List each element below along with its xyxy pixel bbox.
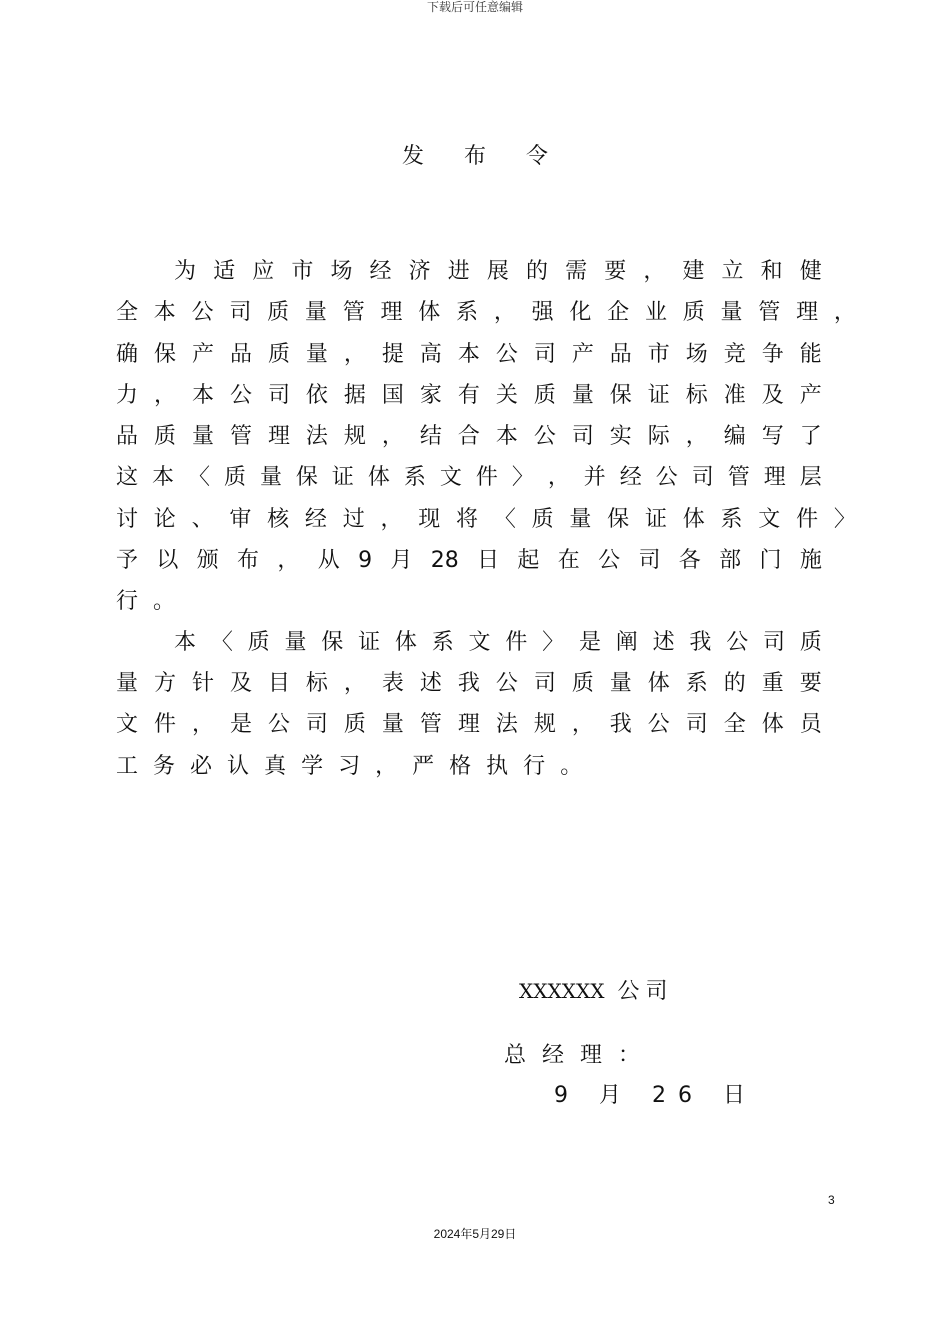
signature-date: 9 月 26 日 <box>554 1083 757 1108</box>
paragraph1-line-3: 确 保 产 品 质 量 ， 提 高 本 公 司 产 品 市 场 竞 争 能 <box>116 342 822 367</box>
paragraph1-line-6: 这 本 〈 质 量 保 证 体 系 文 件 〉 ， 并 经 公 司 管 理 层 <box>116 465 822 490</box>
paragraph2-line-4: 工 务 必 认 真 学 习 ， 严 格 执 行 。 <box>116 754 583 779</box>
company-suffix: 公司 <box>617 979 674 1004</box>
footer-date: 2024年5月29日 <box>433 1227 517 1241</box>
paragraph1-line-2: 全 本 公 司 质 量 管 理 体 系 ， 强 化 企 业 质 量 管 理 ， <box>116 300 856 325</box>
paragraph1-line-8: 予 以 颁 布 ， 从 9 月 28 日 起 在 公 司 各 部 门 施 <box>116 548 822 573</box>
paragraph2-line-1: 本 〈 质 量 保 证 体 系 文 件 〉 是 阐 述 我 公 司 质 <box>174 630 822 655</box>
signature-company <box>519 976 673 1007</box>
page-number: 3 <box>828 1193 835 1207</box>
paragraph1-line-9: 行 。 <box>116 589 176 614</box>
document-title: 发布令 <box>401 144 588 169</box>
paragraph1-line-1: 为 适 应 市 场 经 济 进 展 的 需 要 ， 建 立 和 健 <box>174 259 822 284</box>
paragraph2-line-3: 文 件 ， 是 公 司 质 量 管 理 法 规 ， 我 公 司 全 体 员 <box>116 712 822 737</box>
paragraph1-line-5: 品 质 量 管 理 法 规 ， 结 合 本 公 司 实 际 ， 编 写 了 <box>116 424 822 449</box>
paragraph1-line-7: 讨 论 、 审 核 经 过 ， 现 将 〈 质 量 保 证 体 系 文 件 〉 <box>116 507 856 532</box>
paragraph2-line-2: 量 方 针 及 目 标 ， 表 述 我 公 司 质 量 体 系 的 重 要 <box>116 671 822 696</box>
signature-manager-label: 总经理： <box>504 1043 657 1068</box>
header-note: 下载后可任意编辑 <box>426 0 523 14</box>
company-name-placeholder: XXXXXX <box>519 979 605 1003</box>
paragraph1-line-4: 力 ， 本 公 司 依 据 国 家 有 关 质 量 保 证 标 准 及 产 <box>116 383 822 408</box>
